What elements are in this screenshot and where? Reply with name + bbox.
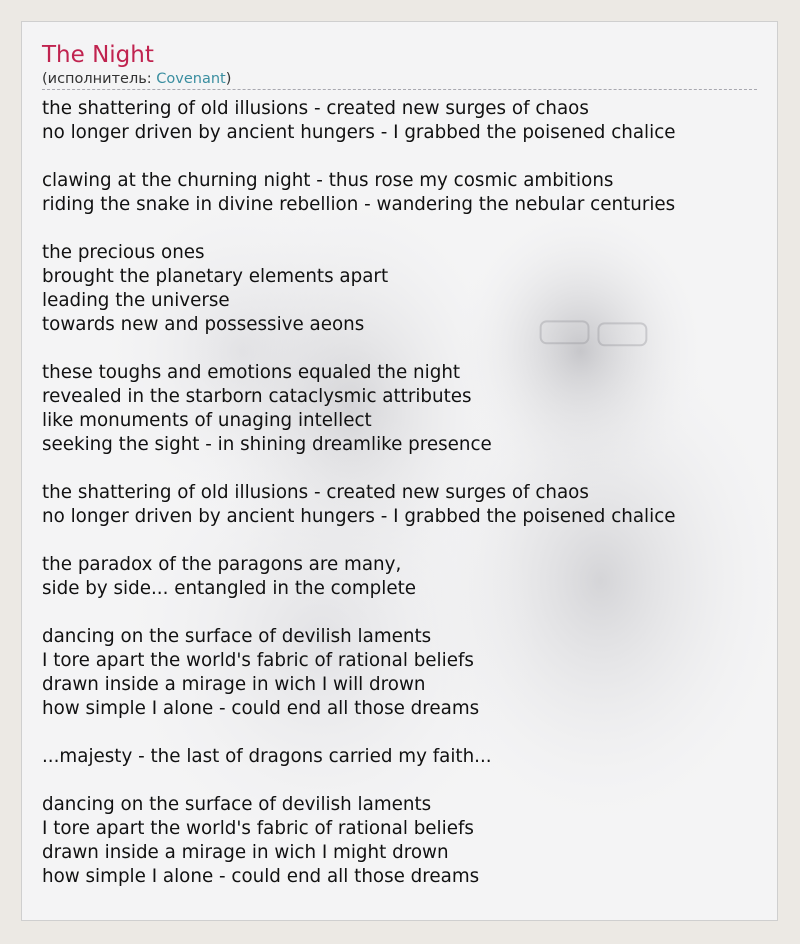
lyrics-stanza: [42, 793, 757, 889]
lyrics-text: [42, 97, 757, 889]
lyrics-content: [42, 40, 757, 913]
lyrics-line: no longer driven by ancient hungers - I grabbed the poisened chalice: [42, 122, 676, 143]
lyrics-line: I tore apart the world's fabric of rational beliefs: [42, 818, 474, 839]
lyrics-line: revealed in the starborn cataclysmic attributes: [42, 386, 472, 407]
lyrics-line: drawn inside a mirage in wich I might drown: [42, 842, 449, 863]
lyrics-line: leading the universe: [42, 290, 230, 311]
lyrics-line: riding the snake in divine rebellion - wandering the nebular centuries: [42, 194, 676, 215]
lyrics-line: seeking the sight - in shining dreamlike presence: [42, 434, 492, 455]
lyrics-line: side by side... entangled in the complete: [42, 578, 417, 599]
song-title: The Night: [42, 42, 154, 68]
performer-link[interactable]: Covenant: [156, 71, 226, 87]
lyrics-line: like monuments of unaging intellect: [42, 410, 372, 431]
lyrics-line: ...majesty - the last of dragons carried my faith...: [42, 746, 492, 767]
lyrics-stanza: [42, 481, 757, 529]
lyrics-line: these toughs and emotions equaled the night: [42, 362, 461, 383]
lyrics-line: I tore apart the world's fabric of rational beliefs: [42, 650, 474, 671]
performer-prefix: (исполнитель:: [42, 71, 157, 87]
lyrics-stanza: [42, 745, 757, 769]
lyrics-stanza: [42, 97, 757, 145]
lyrics-line: brought the planetary elements apart: [42, 266, 389, 287]
lyrics-line: how simple I alone - could end all those dreams: [42, 698, 480, 719]
lyrics-stanza: [42, 241, 757, 337]
title-divider: [42, 89, 757, 90]
lyrics-line: how simple I alone - could end all those dreams: [42, 866, 480, 887]
lyrics-line: the paradox of the paragons are many,: [42, 554, 402, 575]
performer-suffix: ): [225, 71, 232, 87]
lyrics-line: clawing at the churning night - thus rose my cosmic ambitions: [42, 170, 614, 191]
lyrics-stanza: [42, 625, 757, 721]
lyrics-line: dancing on the surface of devilish laments: [42, 794, 432, 815]
lyrics-stanza: [42, 361, 757, 457]
lyrics-line: the precious ones: [42, 242, 205, 263]
lyrics-card: [21, 21, 778, 921]
lyrics-stanza: [42, 169, 757, 217]
performer-line: [42, 70, 757, 88]
lyrics-line: the shattering of old illusions - created new surges of chaos: [42, 98, 589, 119]
lyrics-line: drawn inside a mirage in wich I will drown: [42, 674, 426, 695]
lyrics-line: dancing on the surface of devilish laments: [42, 626, 432, 647]
lyrics-stanza: [42, 553, 757, 601]
lyrics-line: towards new and possessive aeons: [42, 314, 365, 335]
lyrics-line: no longer driven by ancient hungers - I grabbed the poisened chalice: [42, 506, 676, 527]
lyrics-line: the shattering of old illusions - created new surges of chaos: [42, 482, 589, 503]
